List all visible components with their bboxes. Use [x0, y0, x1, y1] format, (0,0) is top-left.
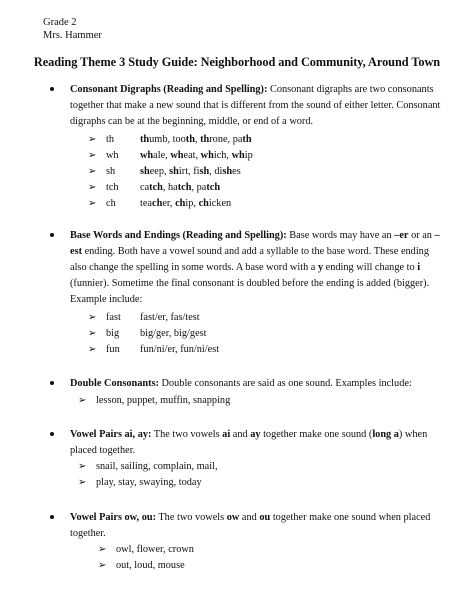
bullet-dot-icon	[50, 233, 54, 237]
vowel-ow-paragraph	[70, 510, 442, 542]
digraph-key: sh	[106, 166, 116, 177]
est-ending: est	[70, 245, 83, 257]
digraph-highlight: tch	[206, 182, 221, 193]
teacher-name: Mrs. Hammer	[43, 30, 102, 41]
grade-label: Grade 2	[43, 17, 77, 28]
base-words-heading: Base Words and Endings (Reading and Spelling):	[70, 230, 287, 241]
dash-mark: –	[434, 230, 440, 241]
double-text: Double consonants are said as one sound. Examples include:	[158, 378, 412, 389]
digraph-word-part: irt, fi	[178, 166, 200, 177]
digraph-examples	[140, 164, 241, 180]
digraphs-text: Consonant digraphs are two consonants	[267, 84, 434, 95]
base-words-text: ending will change to	[323, 261, 418, 273]
digraphs-paragraph	[70, 82, 442, 130]
vowel-ow-text: together.	[70, 527, 106, 539]
page-title: Reading Theme 3 Study Guide: Neighborhood and Community, Around Town	[33, 55, 441, 69]
digraph-word-part: ip,	[185, 198, 199, 209]
vowel-ai-example: snail, sailing, complain, mail,	[96, 461, 218, 472]
section-consonant-digraphs	[0, 82, 474, 232]
vowel-ow-heading: Vowel Pairs ow, ou:	[70, 512, 156, 523]
digraph-highlight: sh	[222, 166, 233, 177]
digraph-highlight: th	[242, 134, 252, 145]
double-paragraph	[70, 376, 442, 392]
vowel-ai-text: and	[230, 429, 251, 440]
digraphs-heading: Consonant Digraphs (Reading and Spelling):	[70, 84, 268, 95]
digraph-highlight: th	[185, 134, 195, 145]
digraph-examples	[140, 180, 220, 196]
vowel-ow-text: The two vowels	[156, 512, 227, 523]
digraph-word-part: , ha	[162, 182, 178, 193]
base-words-text: or an	[408, 230, 435, 241]
digraph-highlight: th	[140, 134, 150, 145]
digraph-examples	[140, 132, 252, 148]
digraph-highlight: ch	[198, 198, 209, 209]
base-words-text: Base words may have an	[286, 230, 395, 241]
digraph-word-part: rone, pa	[209, 134, 243, 145]
digraph-examples	[140, 148, 253, 164]
digraph-highlight: sh	[140, 166, 150, 177]
base-word-forms: fast/er, fas/test	[140, 312, 200, 323]
digraph-key: wh	[106, 150, 119, 161]
vowel-ai-text: The two vowels	[151, 429, 223, 440]
digraph-key: th	[106, 134, 115, 145]
base-words-text: also change the spelling in some words. A base word with a	[70, 261, 318, 273]
vowel-ow-text: together make one sound when placed	[270, 512, 431, 523]
er-ending: –er	[394, 230, 409, 241]
arrow-bullet-icon: ➢	[88, 312, 97, 323]
digraph-highlight: wh	[140, 150, 154, 161]
digraph-word-part: eep,	[149, 166, 170, 177]
digraph-word-part: umb, too	[149, 134, 186, 145]
ai-pair: ai	[222, 429, 231, 440]
digraph-key: tch	[106, 182, 119, 193]
base-words-text: Example include:	[70, 293, 143, 305]
digraph-word-part: ,	[194, 134, 201, 145]
section-vowel-pairs-ai-ay	[0, 427, 474, 497]
base-word-key: big	[106, 328, 120, 339]
vowel-ow-text: and	[239, 512, 260, 523]
arrow-bullet-icon: ➢	[88, 198, 97, 209]
arrow-bullet-icon: ➢	[88, 182, 97, 193]
long-a-label: long a	[372, 429, 399, 440]
digraph-highlight: wh	[231, 150, 245, 161]
bullet-dot-icon	[50, 381, 54, 385]
section-double-consonants	[0, 376, 474, 416]
digraph-word-part: eat,	[183, 150, 201, 161]
digraph-key: ch	[106, 198, 116, 209]
vowel-ow-example: out, loud, mouse	[116, 560, 185, 571]
vowel-ai-text: ) when	[398, 429, 428, 440]
digraph-highlight: sh	[199, 166, 210, 177]
digraph-highlight: ch	[152, 198, 163, 209]
double-example: lesson, puppet, muffin, snapping	[96, 395, 231, 406]
base-word-forms: big/ger, big/gest	[140, 328, 207, 339]
base-words-paragraph	[70, 228, 442, 308]
y-letter: y	[317, 261, 324, 273]
arrow-bullet-icon: ➢	[88, 150, 97, 161]
base-word-forms: fun/ni/er, fun/ni/est	[140, 344, 220, 355]
arrow-bullet-icon: ➢	[88, 166, 97, 177]
digraph-word-part: ca	[140, 182, 150, 193]
digraphs-text: together that make a new sound that is different from the sound of either letter. Consonant	[70, 99, 441, 111]
arrow-bullet-icon: ➢	[98, 544, 107, 555]
vowel-ai-text: placed together.	[70, 444, 136, 456]
vowel-ai-text: together make one sound (	[260, 429, 373, 440]
base-words-text: ending. Both have a vowel sound and add a syllable to the base word. These ending	[82, 245, 429, 257]
digraph-word-part: tea	[140, 198, 153, 209]
digraph-highlight: wh	[200, 150, 214, 161]
digraph-highlight: tch	[177, 182, 192, 193]
arrow-bullet-icon: ➢	[98, 560, 107, 571]
digraph-word-part: er,	[162, 198, 176, 209]
digraph-highlight: ch	[175, 198, 186, 209]
digraph-highlight: sh	[169, 166, 179, 177]
digraph-highlight: wh	[170, 150, 184, 161]
digraph-word-part: ip	[244, 150, 253, 161]
arrow-bullet-icon: ➢	[88, 344, 97, 355]
digraph-word-part: es	[232, 166, 241, 177]
arrow-bullet-icon: ➢	[88, 134, 97, 145]
base-word-key: fast	[106, 312, 121, 323]
digraph-word-part: ich,	[213, 150, 232, 161]
ow-pair: ow	[226, 512, 240, 523]
arrow-bullet-icon: ➢	[78, 395, 87, 406]
ou-pair: ou	[259, 512, 271, 523]
digraph-word-part: , di	[209, 166, 223, 177]
digraphs-text: digraphs can be at the beginning, middle, or end of a word.	[70, 115, 314, 127]
digraph-examples	[140, 196, 231, 212]
vowel-ai-heading: Vowel Pairs ai, ay:	[70, 429, 152, 440]
base-word-key: fun	[106, 344, 120, 355]
arrow-bullet-icon: ➢	[78, 477, 87, 488]
section-vowel-pairs-ow-ou	[0, 510, 474, 590]
i-letter: i	[417, 261, 421, 273]
double-heading: Double Consonants:	[70, 378, 159, 389]
bullet-dot-icon	[50, 87, 54, 91]
digraph-word-part: icken	[208, 198, 232, 209]
digraph-word-part: ale,	[153, 150, 171, 161]
arrow-bullet-icon: ➢	[88, 328, 97, 339]
base-words-text: (funnier). Sometime the final consonant is doubled before the ending is added (bigger).	[70, 277, 430, 289]
section-base-words	[0, 228, 474, 368]
vowel-ai-example: play, stay, swaying, today	[96, 477, 202, 488]
bullet-dot-icon	[50, 515, 54, 519]
bullet-dot-icon	[50, 432, 54, 436]
ay-pair: ay	[250, 429, 261, 440]
digraph-highlight: th	[200, 134, 210, 145]
vowel-ai-paragraph	[70, 427, 442, 459]
digraph-highlight: tch	[149, 182, 163, 193]
vowel-ow-example: owl, flower, crown	[116, 544, 194, 555]
digraph-word-part: , pa	[191, 182, 207, 193]
arrow-bullet-icon: ➢	[78, 461, 87, 472]
